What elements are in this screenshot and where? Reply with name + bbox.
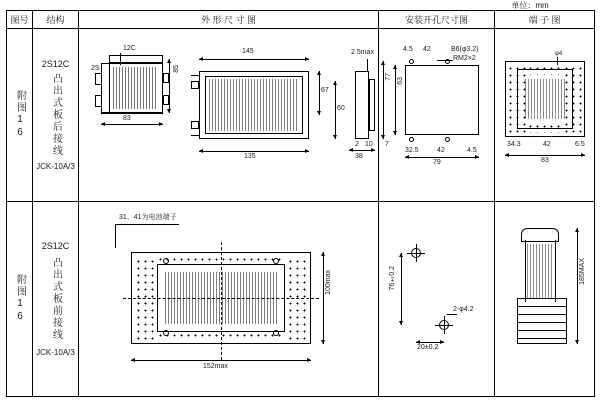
dim-83: 83 (123, 115, 131, 122)
dim-20-tol: 20±0.2 (417, 344, 439, 351)
terminal-dots-right (563, 65, 583, 133)
cell-fig-no-2 (7, 202, 33, 397)
header-fig-no: 图号 (7, 11, 33, 29)
dim-42-term: 42 (543, 141, 551, 148)
mounting-drawing-2 (379, 202, 494, 396)
dim-63: 63 (397, 77, 404, 85)
mounting-hole-br (445, 137, 450, 142)
outline-main-tab-b (191, 121, 199, 129)
outline-drawing-1 (79, 29, 378, 201)
dimension-table (6, 10, 595, 397)
outline2-dots-right (287, 258, 307, 340)
mounting-opening (405, 65, 479, 135)
outline2-marker-tr (273, 258, 279, 264)
terminal-drawing-1 (495, 29, 594, 201)
outline-left-top (109, 55, 163, 63)
mounting-hole-bl (409, 137, 414, 142)
terminal-hatch (525, 79, 565, 119)
table-row (7, 29, 595, 202)
header-terminal: 端 子 图 (495, 11, 595, 29)
terminal-dots-left (507, 65, 527, 133)
structure-model-1: 2S12C (41, 58, 70, 69)
dim-60: 60 (337, 105, 345, 112)
cell-structure-1 (33, 29, 79, 202)
cell-fig-no-1 (7, 29, 33, 202)
dim-76-tol: 76±0.2 (389, 266, 396, 291)
outline-drawing-2 (79, 202, 378, 396)
battery-terminal-note: 31、41为电池端子 (119, 214, 177, 221)
unit-note: 单位：mm (511, 1, 549, 10)
structure-model-2: 2S12C (41, 240, 70, 251)
outline2-marker-br (273, 330, 279, 336)
dim-100max: 100max (325, 270, 332, 295)
header-structure: 结构 (33, 11, 79, 29)
dim-77: 77 (385, 73, 392, 81)
outline-side-plate (369, 79, 375, 131)
outline-left-hatch (113, 67, 157, 109)
fig-no-label-2: 附图16 (14, 274, 26, 324)
structure-block-2 (33, 239, 78, 360)
cell-outline-1 (79, 29, 379, 202)
dim-12c: 12C (123, 45, 136, 52)
terminal2-cap (521, 228, 559, 242)
dim-2s: 2S (91, 65, 100, 72)
dim-4p5-top: 4.5 (403, 46, 413, 53)
terminal-drawing-2 (495, 202, 594, 396)
structure-desc-1: 凸出式板后接线 (50, 72, 62, 157)
dim-79: 79 (433, 159, 441, 166)
outline2-marker-tl (163, 258, 169, 264)
dim-85: 85 (173, 65, 180, 73)
structure-desc-2: 凸出式板前接线 (50, 256, 62, 341)
outline-main-tab-a (191, 81, 199, 89)
dim-32p5: 32.5 (405, 147, 419, 154)
outline-left-bracket-bottom (95, 95, 102, 107)
dim-185max: 185MAX (579, 258, 586, 285)
mounting-hole-tl (409, 59, 414, 64)
dim-42-top: 42 (423, 46, 431, 53)
dim-67: 67 (321, 87, 329, 94)
structure-block-1 (33, 57, 78, 174)
cell-terminal-1 (495, 29, 595, 202)
cell-mounting-2 (379, 202, 495, 397)
outline-side-body (355, 71, 369, 139)
dim-7: 7 (385, 141, 389, 148)
dim-10: 10 (365, 141, 373, 148)
cell-terminal-2 (495, 202, 595, 397)
dim-2: 2 (355, 141, 359, 148)
dim-135: 135 (244, 153, 256, 160)
fig-no-label-1: 附图16 (14, 90, 26, 140)
table-header-row (7, 11, 595, 29)
mounting-drawing-1 (379, 29, 494, 201)
dim-6p5: 6.5 (575, 141, 585, 148)
dim-83-term: 83 (541, 157, 549, 164)
header-mounting: 安装开孔尺寸图 (379, 11, 495, 29)
dim-34p3: 34.3 (507, 141, 521, 148)
outline2-marker-bl (163, 330, 169, 336)
outline2-dots-left (135, 258, 155, 340)
dim-2p5max: 2.5max (351, 49, 374, 56)
dim-4p5-bot: 4.5 (467, 147, 477, 154)
header-outline: 外 形 尺 寸 图 (79, 11, 379, 29)
terminal-dots-top (527, 65, 563, 75)
cell-mounting-1 (379, 29, 495, 202)
label-2-phi4p2: 2-φ4.2 (453, 306, 474, 313)
structure-code-1: JCK-10A/3 (36, 161, 75, 171)
outline-left-bracket-top (95, 73, 102, 85)
cell-structure-2 (33, 202, 79, 397)
dim-145: 145 (242, 48, 254, 55)
dim-38: 38 (355, 153, 363, 160)
dim-42-bot: 42 (437, 147, 445, 154)
table-row (7, 202, 595, 397)
terminal2-hatch (527, 244, 553, 298)
cell-outline-2 (79, 202, 379, 397)
label-rm2: RM2×2 (453, 55, 476, 62)
outline-main-hatch (209, 79, 299, 131)
dim-152max: 152max (203, 363, 228, 370)
terminal-dots-bottom (527, 123, 563, 133)
dim-phi4: φ4 (555, 51, 563, 57)
label-b6: B6(φ3.2) (451, 46, 479, 53)
structure-code-2: JCK-10A/3 (36, 347, 75, 357)
